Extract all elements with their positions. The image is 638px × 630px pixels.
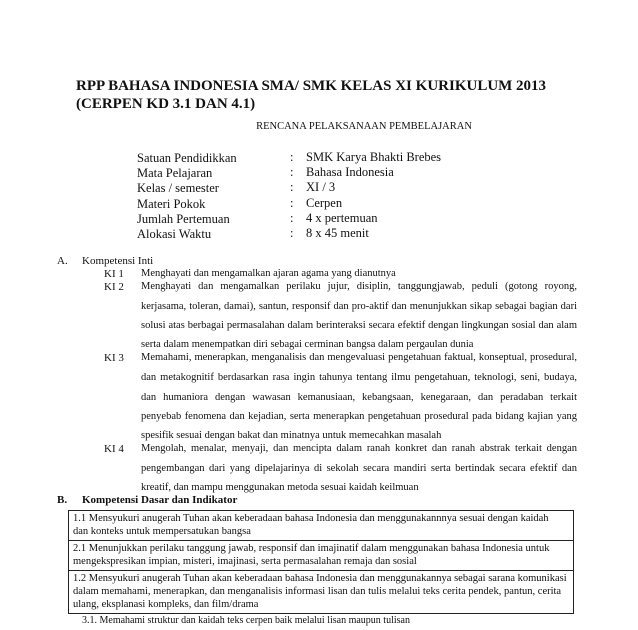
section-b-title: Kompetensi Dasar dan Indikator	[82, 494, 238, 506]
ki-2-text-line: kerjasama, toleran, damai), santun, responsif dan pro-aktif dan menunjukkan sikap sebagai bagian dari	[141, 301, 577, 312]
section-a-title: Kompetensi Inti	[82, 255, 154, 267]
identity-colon: :	[290, 180, 294, 194]
ki-3-code: KI 3	[104, 352, 124, 364]
identity-value: SMK Karya Bhakti Brebes	[306, 150, 442, 164]
identity-value: Cerpen	[306, 196, 343, 210]
ki-4-text-line: kreatif, dan mampu menggunakan metoda sesuai kaidah keilmuan	[141, 482, 419, 493]
identity-value: 4 x pertemuan	[306, 211, 378, 225]
identity-label: Jumlah Pertemuan	[137, 212, 230, 226]
table-cell	[69, 511, 574, 541]
ki-3-text-line: dan metakognitif berdasarkan rasa ingin tahunya tentang ilmu pengetahuan, teknologi, seni, budaya,	[141, 372, 577, 383]
identity-value: Bahasa Indonesia	[306, 165, 394, 179]
rpp-subtitle: RENCANA PELAKSANAAN PEMBELAJARAN	[256, 121, 472, 132]
identity-value: XI / 3	[306, 180, 336, 194]
ki-3-text-line: penyebab fenomena dan kejadian, serta menerapkan pengetahuan prosedural pada bidang kajian yang	[141, 411, 577, 422]
identity-colon: :	[290, 150, 294, 164]
kompetensi-dasar-table	[68, 510, 574, 614]
document-title-line-2: (CERPEN KD 3.1 DAN 4.1)	[76, 96, 256, 112]
table-row	[69, 541, 574, 571]
table-cell	[69, 541, 574, 571]
ki-3-text-line: spesifik sesuai dengan bakat dan minatnya untuk memecahkan masalah	[141, 430, 442, 441]
cell-line: dan konteks untuk mempersatukan bangsa	[73, 526, 251, 537]
ki-1-code: KI 1	[104, 268, 124, 280]
identity-label: Materi Pokok	[137, 197, 206, 211]
identity-label: Kelas / semester	[137, 181, 219, 195]
ki-4-text-line: Mengolah, menalar, menyaji, dan mencipta dalam ranah konkret dan ranah abstrak terkait dengan	[141, 443, 577, 454]
ki-2-text-line: serta dalam menempatkan diri sebagai cerminan bangsa dalam pergaulan dunia	[141, 339, 474, 350]
cell-line: 1.2 Mensyukuri anugerah Tuhan akan keberadaan bahasa Indonesia dan menggunakannya sebagai sarana komunikasi	[73, 573, 567, 584]
ki-4-text-line: pengembangan dari yang dipelajarinya di sekolah secara mandiri serta bertindak secara efektif dan	[141, 463, 577, 474]
cell-line: dalam memahami, menerapkan, dan menganalisis informasi lisan dan tulis melalui teks cerita pendek, pantun, cerita	[73, 586, 562, 597]
identity-label: Alokasi Waktu	[137, 227, 212, 241]
ki-1-text: Menghayati dan mengamalkan ajaran agama yang dianutnya	[141, 268, 396, 279]
cell-line: mengekspresikan impian, misteri, imajinasi, serta permasalahan remaja dan sosial	[73, 556, 417, 567]
document-title-line-1: RPP BAHASA INDONESIA SMA/ SMK KELAS XI KURIKULUM 2013	[76, 78, 547, 94]
section-b-letter: B.	[57, 494, 68, 506]
identity-colon: :	[290, 211, 294, 225]
ki-2-text-line: Menghayati dan mengamalkan perilaku jujur, disiplin, tanggungjawab, peduli (gotong royong,	[141, 281, 577, 292]
ki-3-text-line: dan humaniora dengan wawasan kemanusiaan, kebangsaan, kenegaraan, dan peradaban terkait	[141, 392, 577, 403]
identity-colon: :	[290, 196, 294, 210]
identity-colon: :	[290, 165, 294, 179]
section-a-letter: A.	[57, 255, 68, 267]
cell-line: ulang, eksplanasi kompleks, dan film/drama	[73, 599, 259, 610]
identity-label: Mata Pelajaran	[137, 166, 213, 180]
kd-3-1-line: 3.1. Memahami struktur dan kaidah teks cerpen baik melalui lisan maupun tulisan	[82, 615, 410, 626]
ki-4-code: KI 4	[104, 443, 124, 455]
identity-label: Satuan Pendidikkan	[137, 151, 237, 165]
table-cell	[69, 571, 574, 614]
ki-2-code: KI 2	[104, 281, 124, 293]
cell-line: 2.1 Menunjukkan perilaku tanggung jawab, responsif dan imajinatif dalam menggunakan bahasa Indonesia untuk	[73, 543, 550, 554]
identity-colon: :	[290, 226, 294, 240]
table-row	[69, 511, 574, 541]
cell-line: 1.1 Mensyukuri anugerah Tuhan akan keberadaan bahasa Indonesia dan menggunakannnya sesuai dengan kaidah	[73, 513, 549, 524]
table-row	[69, 571, 574, 614]
ki-2-text-line: solusi atas berbagai permasalahan dalam berinteraksi secara efektif dengan lingkungan sosial dan alam	[141, 320, 577, 331]
ki-3-text-line: Memahami, menerapkan, menganalisis dan mengevaluasi pengetahuan faktual, konseptual, prosedural,	[141, 352, 577, 363]
identity-value: 8 x 45 menit	[306, 226, 369, 240]
